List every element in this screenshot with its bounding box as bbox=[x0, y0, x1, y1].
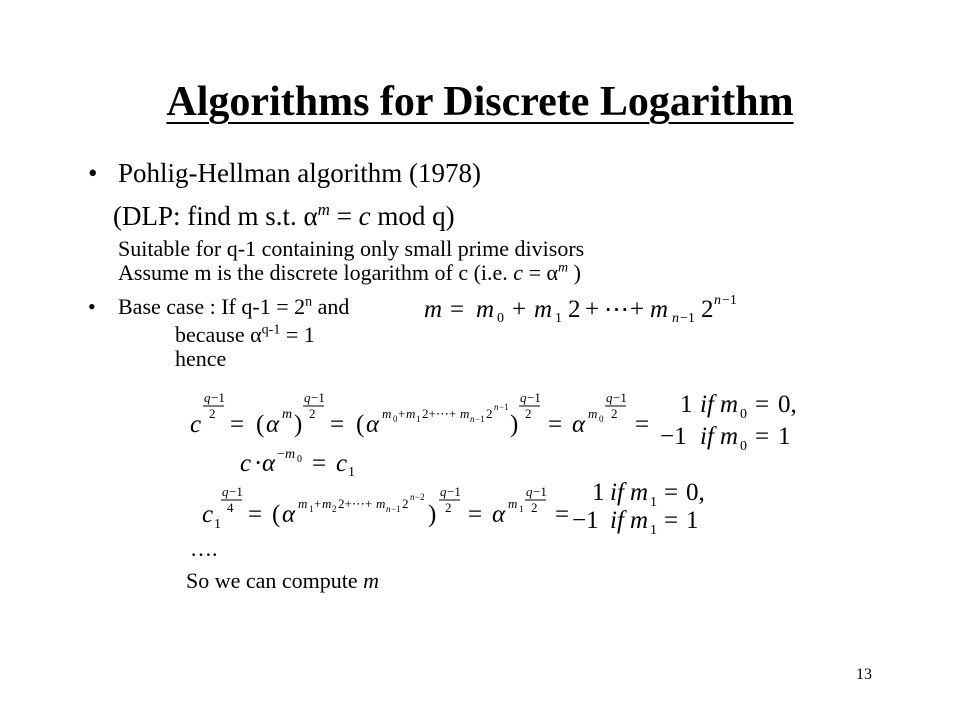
svg-text:−1: −1 bbox=[391, 504, 401, 514]
svg-text:4: 4 bbox=[227, 500, 234, 515]
svg-text:=: = bbox=[755, 423, 770, 450]
svg-text:2: 2 bbox=[309, 406, 316, 421]
assume-prefix: Assume m is the discrete logarithm of c (i.e. bbox=[118, 260, 514, 285]
svg-text:(: ( bbox=[272, 501, 281, 528]
assume-exponent: m bbox=[558, 260, 569, 276]
equation-c1 bbox=[240, 445, 380, 481]
svg-text:m: m bbox=[322, 496, 332, 511]
svg-text:m: m bbox=[424, 296, 443, 323]
svg-text:): ) bbox=[510, 411, 519, 438]
svg-text:−1: −1 bbox=[447, 484, 461, 499]
svg-text:if: if bbox=[700, 423, 714, 450]
svg-text:=: = bbox=[635, 411, 650, 438]
because-exponent: q-1 bbox=[261, 322, 281, 338]
svg-text:0: 0 bbox=[497, 311, 504, 326]
svg-text:−1: −1 bbox=[499, 402, 509, 412]
svg-text:2: 2 bbox=[209, 406, 216, 421]
ellipsis: …. bbox=[190, 536, 218, 561]
m-expansion-formula bbox=[420, 288, 740, 328]
svg-text:·: · bbox=[254, 450, 263, 477]
svg-text:α: α bbox=[262, 450, 276, 477]
equation-c1-power bbox=[200, 478, 720, 540]
conclusion-m: m bbox=[363, 568, 380, 593]
svg-text:1: 1 bbox=[309, 504, 314, 514]
svg-text:=: = bbox=[664, 479, 679, 506]
svg-text:m: m bbox=[476, 296, 495, 323]
base-case-exponent: n bbox=[305, 294, 313, 310]
svg-text:+: + bbox=[398, 406, 406, 421]
svg-text:m: m bbox=[508, 496, 518, 511]
svg-text:1: 1 bbox=[555, 311, 562, 326]
svg-text:n: n bbox=[386, 504, 391, 514]
svg-text:1: 1 bbox=[592, 479, 605, 506]
svg-text:if: if bbox=[610, 479, 624, 506]
svg-text:+: + bbox=[512, 296, 527, 323]
svg-text:2: 2 bbox=[611, 406, 618, 421]
svg-text:−2: −2 bbox=[415, 492, 425, 502]
svg-text:+: + bbox=[630, 296, 645, 323]
svg-text:c: c bbox=[202, 501, 214, 528]
because-suffix: = 1 bbox=[280, 322, 315, 347]
svg-text:−: − bbox=[277, 447, 285, 462]
svg-text:1: 1 bbox=[416, 414, 421, 424]
svg-text:): ) bbox=[294, 411, 303, 438]
svg-text:q: q bbox=[520, 390, 527, 405]
suitable-note: Suitable for q-1 containing only small prime divisors bbox=[118, 236, 585, 261]
svg-text:q: q bbox=[606, 390, 613, 405]
svg-text:(: ( bbox=[356, 411, 365, 438]
svg-text:2: 2 bbox=[531, 500, 538, 515]
dlp-exponent: m bbox=[317, 200, 330, 219]
dlp-prefix: (DLP: find m s.t. α bbox=[113, 201, 318, 231]
svg-text:m: m bbox=[282, 407, 293, 422]
svg-text:q: q bbox=[204, 390, 211, 405]
svg-text:+: + bbox=[585, 296, 600, 323]
svg-text:q: q bbox=[526, 484, 533, 499]
svg-text:−1: −1 bbox=[722, 293, 737, 308]
bullet-marker: • bbox=[88, 158, 98, 188]
because-line bbox=[175, 322, 315, 348]
hence-line: hence bbox=[175, 346, 227, 371]
svg-text:2: 2 bbox=[525, 406, 532, 421]
svg-text:m: m bbox=[382, 406, 392, 421]
svg-text:n: n bbox=[714, 293, 721, 308]
svg-text:1: 1 bbox=[214, 517, 221, 532]
svg-text:=: = bbox=[312, 450, 327, 477]
dlp-definition bbox=[113, 200, 455, 232]
svg-text:n: n bbox=[494, 402, 499, 412]
svg-text:if: if bbox=[700, 391, 714, 418]
svg-text:−1: −1 bbox=[311, 390, 325, 405]
svg-text:α: α bbox=[492, 501, 506, 528]
svg-text:=: = bbox=[468, 501, 483, 528]
dlp-c: c bbox=[358, 201, 371, 231]
svg-text:m: m bbox=[285, 447, 296, 462]
base-case-text bbox=[118, 294, 349, 320]
svg-text:q: q bbox=[304, 390, 311, 405]
page-number: 13 bbox=[856, 666, 872, 683]
svg-text:−1: −1 bbox=[229, 484, 243, 499]
svg-text:1: 1 bbox=[650, 523, 657, 538]
svg-text:m: m bbox=[650, 296, 669, 323]
svg-text:0,: 0, bbox=[686, 479, 705, 506]
svg-text:m: m bbox=[588, 406, 598, 421]
svg-text:c: c bbox=[190, 411, 202, 438]
svg-text:=: = bbox=[248, 501, 263, 528]
svg-text:−1: −1 bbox=[660, 423, 687, 450]
svg-text:=: = bbox=[664, 507, 679, 534]
svg-text:m: m bbox=[630, 479, 649, 506]
svg-text:−1: −1 bbox=[572, 507, 599, 534]
svg-text:m: m bbox=[630, 507, 649, 534]
svg-text:=: = bbox=[230, 411, 245, 438]
assume-c: c bbox=[513, 260, 524, 285]
svg-text:2: 2 bbox=[701, 296, 714, 323]
svg-text:0,: 0, bbox=[778, 391, 797, 418]
svg-text:q: q bbox=[440, 484, 447, 499]
svg-text:m: m bbox=[534, 296, 553, 323]
svg-text:2+⋯+: 2+⋯+ bbox=[422, 406, 457, 421]
svg-text:=: = bbox=[555, 501, 570, 528]
because-prefix: because α bbox=[175, 322, 262, 347]
assume-mid: = α bbox=[523, 260, 558, 285]
svg-text:c: c bbox=[240, 450, 252, 477]
base-case-prefix: Base case : If q-1 = 2 bbox=[118, 294, 306, 319]
svg-text:2: 2 bbox=[332, 504, 337, 514]
base-case-suffix: and bbox=[312, 294, 350, 319]
svg-text:0: 0 bbox=[297, 454, 302, 465]
svg-text:1: 1 bbox=[650, 495, 657, 510]
svg-text:n: n bbox=[410, 492, 415, 502]
svg-text:0: 0 bbox=[740, 407, 747, 422]
svg-text:1: 1 bbox=[519, 504, 524, 514]
svg-text:⋯: ⋯ bbox=[604, 296, 629, 323]
svg-text:−1: −1 bbox=[680, 311, 695, 326]
svg-text:q: q bbox=[222, 484, 229, 499]
svg-text:(: ( bbox=[256, 411, 265, 438]
svg-text:2: 2 bbox=[445, 500, 452, 515]
svg-text:1: 1 bbox=[680, 391, 693, 418]
assume-note bbox=[118, 260, 581, 286]
svg-text:1: 1 bbox=[348, 465, 355, 480]
assume-suffix: ) bbox=[568, 260, 581, 285]
svg-text:α: α bbox=[366, 411, 380, 438]
svg-text:2: 2 bbox=[486, 406, 493, 421]
svg-text:n: n bbox=[470, 414, 475, 424]
svg-text:−1: −1 bbox=[475, 414, 485, 424]
svg-text:m: m bbox=[298, 496, 308, 511]
slide-title: Algorithms for Discrete Logarithm bbox=[166, 79, 794, 125]
bullet-pohlig-hellman: Pohlig-Hellman algorithm (1978) bbox=[118, 158, 481, 188]
svg-text:m: m bbox=[720, 423, 739, 450]
svg-text:−1: −1 bbox=[613, 390, 627, 405]
svg-text:0: 0 bbox=[740, 439, 747, 450]
svg-text:=: = bbox=[330, 411, 345, 438]
bullet-marker-2: • bbox=[88, 294, 96, 319]
svg-text:α: α bbox=[266, 411, 280, 438]
svg-text:m: m bbox=[460, 406, 470, 421]
svg-text:−1: −1 bbox=[533, 484, 547, 499]
svg-text:2+⋯+: 2+⋯+ bbox=[338, 496, 373, 511]
svg-text:=: = bbox=[548, 411, 563, 438]
svg-text:m: m bbox=[720, 391, 739, 418]
svg-text:α: α bbox=[282, 501, 296, 528]
svg-text:0: 0 bbox=[393, 414, 398, 424]
svg-text:2: 2 bbox=[568, 296, 581, 323]
svg-text:n: n bbox=[672, 311, 679, 326]
svg-text:α: α bbox=[572, 411, 586, 438]
svg-text:=: = bbox=[450, 296, 465, 323]
svg-text:if: if bbox=[610, 507, 624, 534]
dlp-eq: = bbox=[329, 201, 359, 231]
svg-text:0: 0 bbox=[599, 414, 604, 424]
svg-text:−1: −1 bbox=[527, 390, 541, 405]
svg-text:+: + bbox=[314, 496, 322, 511]
equation-c-power bbox=[180, 380, 840, 450]
conclusion-prefix: So we can compute bbox=[186, 568, 364, 593]
svg-text:2: 2 bbox=[402, 496, 409, 511]
dlp-suffix: mod q) bbox=[370, 201, 455, 231]
svg-text:): ) bbox=[428, 501, 437, 528]
conclusion-line bbox=[186, 568, 379, 594]
svg-text:=: = bbox=[755, 391, 770, 418]
svg-text:1: 1 bbox=[778, 423, 791, 450]
svg-text:c: c bbox=[336, 450, 348, 477]
svg-text:m: m bbox=[406, 406, 416, 421]
svg-text:1: 1 bbox=[686, 507, 699, 534]
svg-text:−1: −1 bbox=[211, 390, 225, 405]
svg-text:m: m bbox=[376, 496, 386, 511]
